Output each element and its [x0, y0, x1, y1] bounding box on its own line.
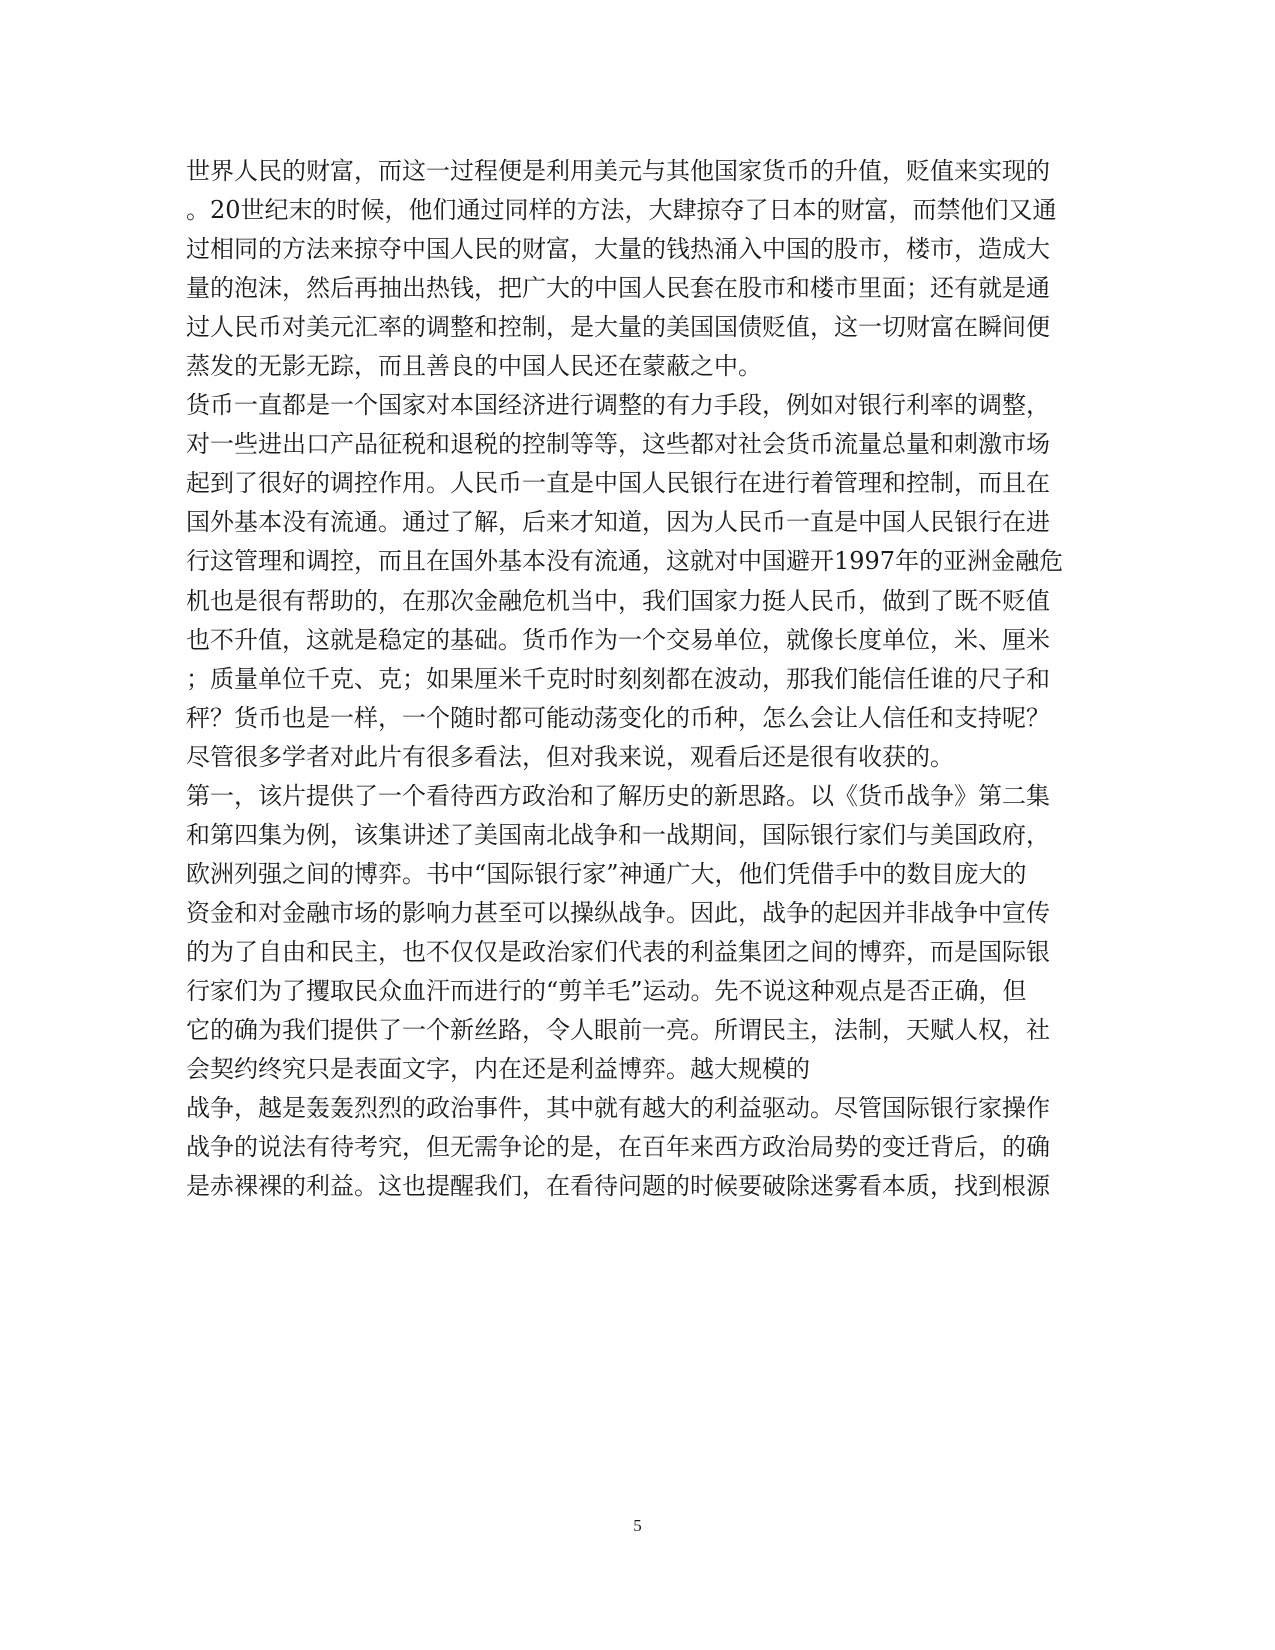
- text-line: 世界人民的财富，而这一过程便是利用美元与其他国家货币的升值，贬值来实现的: [186, 157, 1050, 185]
- text-line: 也不升值，这就是稳定的基础。货币作为一个交易单位，就像长度单位，米、厘米: [186, 625, 1050, 654]
- text-line: 量的泡沫，然后再抽出热钱，把广大的中国人民套在股市和楼市里面；还有就是通: [186, 274, 1050, 303]
- text-line: 对一些进出口产品征税和退税的控制等等，这些都对社会货币流量总量和刺激市场: [186, 430, 1050, 459]
- body-text: [186, 152, 1091, 1206]
- text-line: 第一，该片提供了一个看待西方政治和了解历史的新思路。以《货币战争》第二集: [186, 781, 1050, 810]
- text-line: 会契约终究只是表面文字，内在还是利益博弈。越大规模的: [186, 1055, 810, 1084]
- text-line: 战争的说法有待考究，但无需争论的是，在百年来西方政治局势的变迁背后，的确: [186, 1133, 1050, 1162]
- text-line: 蒸发的无影无踪，而且善良的中国人民还在蒙蔽之中。: [186, 352, 762, 381]
- page-number: 5: [633, 1516, 642, 1535]
- text-line: 资金和对金融市场的影响力甚至可以操纵战争。因此，战争的起因并非战争中宣传: [186, 898, 1050, 927]
- text-line: 过人民币对美元汇率的调整和控制，是大量的美国国债贬值，这一切财富在瞬间便: [186, 313, 1050, 342]
- text-line: 战争，越是轰轰烈烈的政治事件，其中就有越大的利益驱动。尽管国际银行家操作: [186, 1094, 1050, 1123]
- text-line: 起到了很好的调控作用。人民币一直是中国人民银行在进行着管理和控制，而且在: [186, 469, 1050, 498]
- text-line: 是赤裸裸的利益。这也提醒我们，在看待问题的时候要破除迷雾看本质，找到根源: [186, 1172, 1050, 1201]
- text-line: 货币一直都是一个国家对本国经济进行调整的有力手段，例如对银行利率的调整，: [186, 391, 1050, 420]
- text-line: 过相同的方法来掠夺中国人民的财富，大量的钱热涌入中国的股市，楼市，造成大: [186, 235, 1050, 264]
- text-line: 秤？货币也是一样，一个随时都可能动荡变化的币种，怎么会让人信任和支持呢？: [186, 703, 1050, 732]
- text-line: 尽管很多学者对此片有很多看法，但对我来说，观看后还是很有收获的。: [186, 742, 954, 771]
- text-line: 的为了自由和民主，也不仅仅是政治家们代表的利益集团之间的博弈，而是国际银: [186, 937, 1050, 966]
- text-line: ；质量单位千克、克；如果厘米千克时时刻刻都在波动，那我们能信任谁的尺子和: [186, 664, 1050, 693]
- text-line: 和第四集为例，该集讲述了美国南北战争和一战期间，国际银行家们与美国政府，: [186, 820, 1050, 849]
- text-line: 国外基本没有流通。通过了解，后来才知道，因为人民币一直是中国人民银行在进: [186, 508, 1050, 537]
- text-line: 它的确为我们提供了一个新丝路，令人眼前一亮。所谓民主，法制，天赋人权，社: [186, 1016, 1050, 1045]
- text-line: 行家们为了攫取民众血汗而进行的“剪羊毛”运动。先不说这种观点是否正确，但: [186, 976, 1027, 1005]
- text-line: 欧洲列强之间的博弈。书中“国际银行家”神通广大，他们凭借手中的数目庞大的: [186, 859, 1027, 888]
- text-line: 。20世纪末的时候，他们通过同样的方法，大肆掠夺了日本的财富，而禁他们又通: [186, 196, 1057, 225]
- text-line: 行这管理和调控，而且在国外基本没有流通，这就对中国避开1997年的亚洲金融危: [186, 547, 1064, 576]
- text-line: 机也是很有帮助的，在那次金融危机当中，我们国家力挺人民币，做到了既不贬值: [186, 586, 1050, 615]
